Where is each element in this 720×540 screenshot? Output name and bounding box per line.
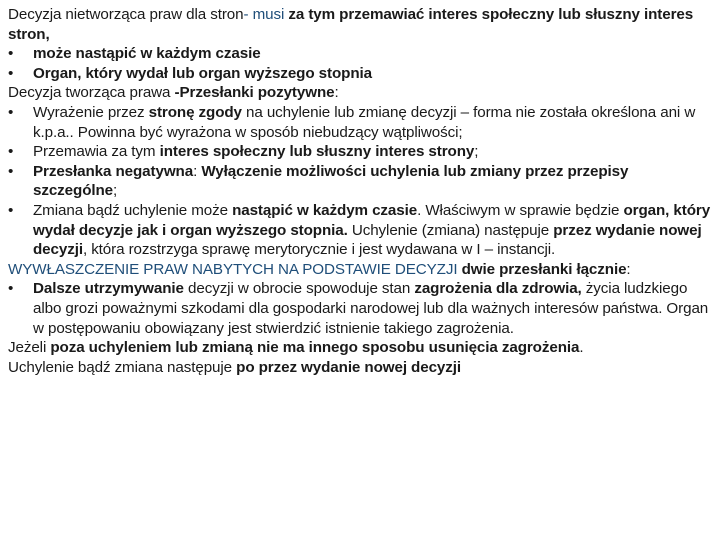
paragraph-repeal-change xyxy=(8,358,712,378)
bullet-icon: • xyxy=(8,162,14,180)
text-public-interest: za tym przemawiać interes społeczny lub słuszny interes stron, xyxy=(8,6,694,43)
list-item xyxy=(8,103,712,142)
list-item-text: . Właściwym w sprawie będzie xyxy=(417,201,624,219)
list-item-bold: interes społeczny lub słuszny interes strony xyxy=(159,143,475,161)
text-expropriation-heading: WYWŁASZCZENIE PRAW NABYTYCH NA PODSTAWIE DECYZJI xyxy=(8,260,458,278)
bullet-icon: • xyxy=(8,143,14,161)
list-item-text: Organ, który wydał lub organ wyższego stopnia xyxy=(33,64,372,82)
text-decision-no-rights: Decyzja nietworząca praw dla stron xyxy=(8,6,244,23)
list-item-text: : xyxy=(193,162,202,180)
text-decision-rights: Decyzja tworząca prawa xyxy=(8,84,175,102)
text-colon: : xyxy=(626,260,631,278)
list-item-text: życia ludzkiego albo grozi poważnymi szkodami dla gospodarki narodowej lub dla ważnych interesów państwa. Organ w postępowaniu obowiązany jest stwierdzić istnienie takiego zagrożenia. xyxy=(33,280,709,337)
list-item-bold: stronę zgody xyxy=(148,103,242,121)
list-item-text: Przemawia za tym xyxy=(33,143,160,161)
list-item-bold: przez wydanie nowej decyzji xyxy=(33,221,702,259)
list-item-bold: Dalsze utrzymywanie xyxy=(33,280,184,298)
paragraph-if-no-other-way xyxy=(8,338,712,358)
text-positive-premises: -Przesłanki pozytywne xyxy=(174,84,335,102)
list-item-text: decyzji w obrocie spowoduje stan xyxy=(183,280,415,298)
list-item-text: Zmiana bądź uchylenie może xyxy=(33,201,233,219)
list-item-text: ; xyxy=(474,143,479,161)
list-item-text: ; xyxy=(113,182,118,200)
paragraph-decision-rights xyxy=(8,83,712,103)
list-item-bold: Przesłanka negatywna xyxy=(33,162,194,180)
list-item xyxy=(8,279,712,338)
bullet-icon: • xyxy=(8,280,14,298)
paragraph-bold: po przez wydanie nowej decyzji xyxy=(236,358,462,376)
paragraph-bold: poza uchyleniem lub zmianą nie ma innego sposobu usunięcia zagrożenia xyxy=(50,339,580,357)
list-item xyxy=(8,162,712,201)
list-item xyxy=(8,201,712,260)
text-colon: : xyxy=(334,84,339,102)
paragraph-decision-no-rights xyxy=(8,5,712,44)
list-item-text: na uchylenie lub zmianę decyzji – forma nie została określona ani w k.p.a.. Powinna być wyrażona w sposób niebudzący wątpliwości; xyxy=(33,103,696,141)
paragraph-text: . xyxy=(579,339,584,357)
bullet-icon: • xyxy=(8,45,14,63)
list-item-text: , która rozstrzyga sprawę merytorycznie i jest wydawana w I – instancji. xyxy=(82,241,556,259)
paragraph-expropriation xyxy=(8,260,712,280)
list-item-text: może nastąpić w każdym czasie xyxy=(33,45,261,63)
list-item-text: Wyrażenie przez xyxy=(33,103,149,121)
list-item-bold: organ, który wydał decyzje jak i organ wyższego stopnia. xyxy=(33,201,711,239)
list-item xyxy=(8,142,712,162)
list-item xyxy=(8,44,712,64)
list-item-bold: Wyłączenie możliwości uchylenia lub zmiany przez przepisy szczególne xyxy=(33,162,629,200)
bullet-icon: • xyxy=(8,64,14,82)
list-item-text: Uchylenie (zmiana) następuje xyxy=(347,221,554,239)
paragraph-text: Jeżeli xyxy=(8,339,51,357)
paragraph-text: Uchylenie bądź zmiana następuje xyxy=(8,358,237,376)
bullet-icon: • xyxy=(8,103,14,121)
list-item-bold: zagrożenia dla zdrowia, xyxy=(414,280,582,298)
text-two-premises: dwie przesłanki łącznie xyxy=(457,260,627,278)
text-must: - musi xyxy=(243,6,289,23)
list-item-bold: nastąpić w każdym czasie xyxy=(232,201,418,219)
bullet-icon: • xyxy=(8,201,14,219)
list-item xyxy=(8,64,712,84)
